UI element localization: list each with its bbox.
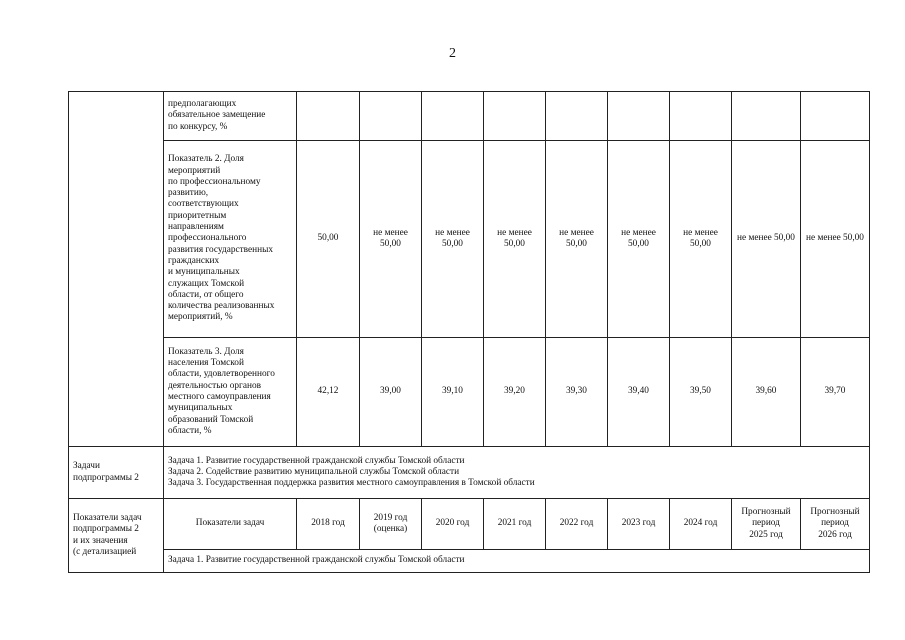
- header-cell: 2021 год: [484, 499, 546, 550]
- value-cell: [670, 92, 732, 141]
- header-cell: 2022 год: [546, 499, 608, 550]
- value-cell: 39,30: [546, 338, 608, 447]
- table-row: [69, 141, 870, 338]
- value-cell: не менее 50,00: [422, 141, 484, 338]
- value-cell: не менее 50,00: [360, 141, 422, 338]
- value-cell: не менее 50,00: [670, 141, 732, 338]
- value-cell: 42,12: [297, 338, 360, 447]
- tasks-list-cell: [164, 447, 870, 499]
- value-cell: [360, 92, 422, 141]
- value-cell: 39,40: [608, 338, 670, 447]
- value-cell: [484, 92, 546, 141]
- value-cell: [608, 92, 670, 141]
- table-row: [69, 92, 870, 141]
- table-header-row: [69, 499, 870, 550]
- value-cell: не менее 50,00: [546, 141, 608, 338]
- header-cell: 2018 год: [297, 499, 360, 550]
- page-number: 2: [449, 46, 456, 61]
- task-item: Задача 2. Содействие развитию муниципальной службы Томской области: [168, 466, 460, 477]
- value-cell: не менее 50,00: [484, 141, 546, 338]
- header-cell: 2020 год: [422, 499, 484, 550]
- value-cell: не менее 50,00: [608, 141, 670, 338]
- header-cell: 2019 год (оценка): [360, 499, 422, 550]
- table-row: [69, 447, 870, 499]
- task-item: Задача 3. Государственная поддержка развития местного самоуправления в Томской области: [168, 478, 535, 489]
- indicator-name-cell: предполагающих обязательное замещение по конкурсу, %: [164, 92, 297, 141]
- table-row: [69, 550, 870, 573]
- header-cell: Показатели задач: [164, 499, 297, 550]
- indicator-name-cell: Показатель 2. Доля мероприятий по профессиональному развитию, соответствующих приоритетным направлениям профессионального развития государственных гражданских и муниципальных служащих Томской области, от общего количества реализованных мероприятий, %: [164, 141, 297, 338]
- header-cell: 2024 год: [670, 499, 732, 550]
- header-cell: 2023 год: [608, 499, 670, 550]
- indicator-name-cell: Показатель 3. Доля населения Томской области, удовлетворенного деятельностью органов местного самоуправления муниципальных образований Томской области, %: [164, 338, 297, 447]
- value-cell: [422, 92, 484, 141]
- empty-label-cell: [69, 92, 164, 447]
- header-cell: Прогнозный период 2025 год: [732, 499, 801, 550]
- value-cell: [546, 92, 608, 141]
- value-cell: не менее 50,00: [732, 141, 801, 338]
- value-cell: [297, 92, 360, 141]
- value-cell: [732, 92, 801, 141]
- value-cell: 39,10: [422, 338, 484, 447]
- value-cell: 50,00: [297, 141, 360, 338]
- table-row: [69, 338, 870, 447]
- value-cell: не менее 50,00: [801, 141, 870, 338]
- value-cell: 39,00: [360, 338, 422, 447]
- task-item: Задача 1. Развитие государственной гражданской службы Томской области: [168, 455, 465, 466]
- tasks-label-cell: Задачи подпрограммы 2: [69, 447, 164, 499]
- value-cell: 39,70: [801, 338, 870, 447]
- task-1-row-cell: Задача 1. Развитие государственной гражданской службы Томской области: [164, 550, 870, 573]
- value-cell: 39,60: [732, 338, 801, 447]
- value-cell: [801, 92, 870, 141]
- indicators-label-cell: Показатели задач подпрограммы 2 и их значения (с детализацией: [69, 499, 164, 573]
- header-cell: Прогнозный период 2026 год: [801, 499, 870, 550]
- subprogram-table: [68, 91, 870, 573]
- value-cell: 39,50: [670, 338, 732, 447]
- value-cell: 39,20: [484, 338, 546, 447]
